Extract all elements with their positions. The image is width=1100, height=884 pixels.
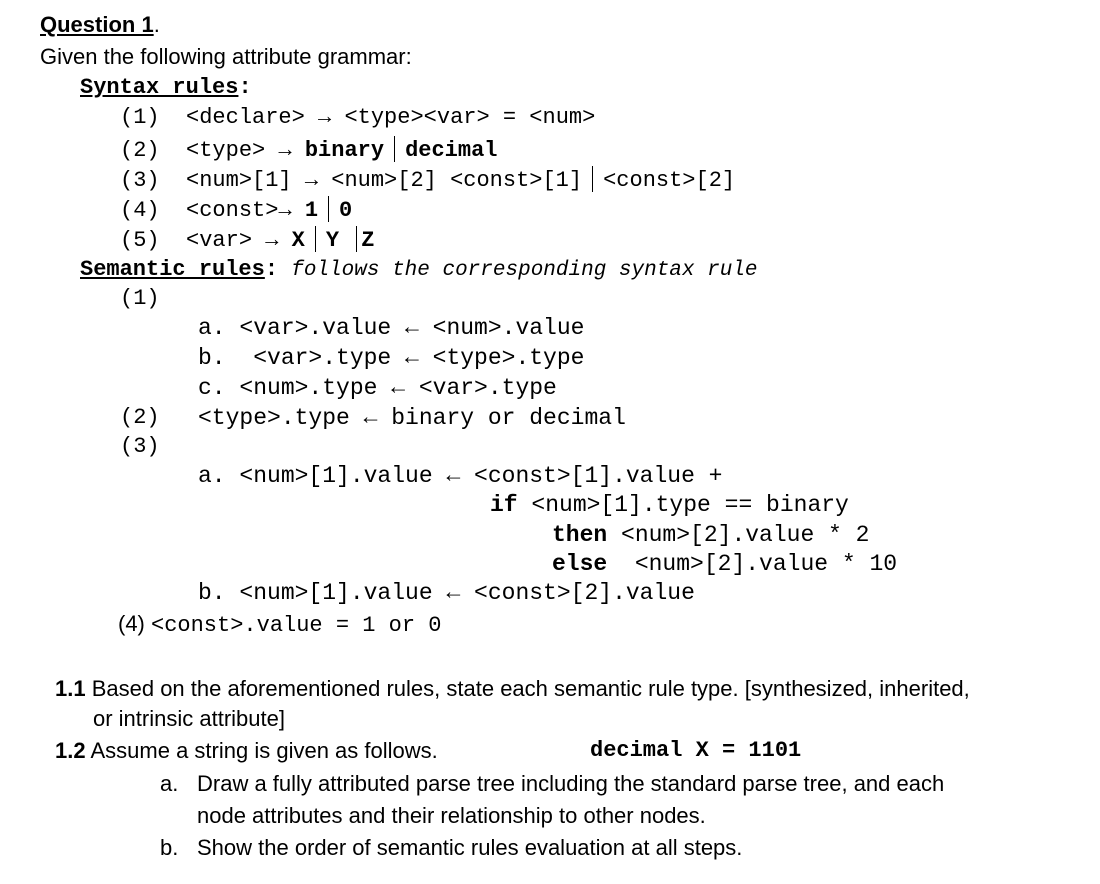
syntax-rule-4 (120, 196, 352, 224)
task-1-1-text: Based on the aforementioned rules, state each semantic rule type. [synthesized, inherited, (85, 676, 970, 701)
semantic-rule-1a: a. <var>.value ← <num>.value (198, 315, 585, 341)
rule-alt: X (291, 228, 305, 253)
semantic-rule-4 (118, 611, 441, 640)
rule-alt: <num>[2] <const>[1] (331, 168, 583, 193)
semantic-rule-1b: b. <var>.type ← <type>.type (198, 345, 585, 371)
rule-4-text: <const>.value = 1 or 0 (151, 613, 442, 638)
question-title-suffix: . (153, 12, 160, 37)
syntax-rule-3 (120, 166, 735, 194)
alternative-separator (315, 226, 316, 252)
syntax-heading-text: Syntax rules (80, 75, 239, 100)
task-1-2-number: 1.2 (55, 738, 86, 763)
semantic-rule-3a-if (490, 492, 849, 518)
task-1-1-line-1 (55, 676, 970, 702)
rule-alt: Y (325, 228, 340, 253)
task-b-line-1: Show the order of semantic rules evaluation at all steps. (197, 835, 743, 860)
rule-alt: binary (304, 138, 385, 163)
semantic-rule-3-number: (3) (120, 434, 160, 459)
arrow-icon: → (278, 198, 292, 223)
semantic-heading-colon: : (264, 257, 279, 282)
semantic-rule-3a-else (552, 551, 897, 577)
semantic-rule-2: <type>.type ← binary or decimal (198, 405, 626, 431)
rule-alt: 0 (339, 198, 353, 223)
task-1-2-string: decimal X = 1101 (590, 738, 802, 763)
rule-lhs: <declare> (186, 105, 305, 130)
arrow-icon: → (318, 105, 332, 130)
rule-number: (4) (120, 198, 160, 223)
semantic-rule-3a: a. <num>[1].value ← <const>[1].value + (198, 463, 723, 489)
semantic-rule-3a-then (552, 522, 869, 548)
semantic-rule-1c: c. <num>.type ← <var>.type (198, 375, 557, 401)
rule-number: (5) (120, 228, 160, 253)
task-a-line-2: node attributes and their relationship to other nodes. (197, 803, 706, 828)
rule-number: (1) (120, 105, 160, 130)
semantic-rule-3b: b. <num>[1].value ← <const>[2].value (198, 580, 695, 606)
syntax-heading-colon: : (238, 75, 252, 100)
syntax-rule-5 (120, 226, 374, 254)
else-expression: <num>[2].value * 10 (607, 551, 898, 577)
rule-alt: 1 (304, 198, 319, 223)
alternative-separator (394, 136, 395, 162)
arrow-icon: → (265, 228, 279, 253)
question-title-line (40, 12, 160, 38)
semantic-rule-2-number: (2) (120, 405, 160, 430)
rule-number: (3) (120, 168, 160, 193)
rule-number: (2) (120, 138, 160, 163)
semantic-rule-1-number: (1) (120, 286, 160, 311)
semantic-heading (80, 257, 758, 284)
rule-lhs: <const> (186, 198, 279, 223)
syntax-heading (80, 75, 252, 101)
rule-lhs: <var> (186, 228, 253, 253)
condition: <num>[1].type == binary (517, 492, 849, 518)
task-1-1-line-2: or intrinsic attribute] (93, 706, 285, 731)
task-1-2-line (55, 738, 438, 764)
rule-lhs: <type> (186, 138, 266, 163)
task-a-line-1: Draw a fully attributed parse tree including the standard parse tree, and each (197, 771, 945, 796)
rule-alt: Z (361, 228, 375, 253)
rule-alt: decimal (405, 138, 498, 163)
arrow-icon: → (304, 168, 319, 193)
task-1-1-number: 1.1 (55, 676, 86, 701)
alternative-separator (328, 196, 329, 222)
task-1-2-text: Assume a string is given as follows. (85, 738, 438, 763)
rule-lhs: <num>[1] (186, 168, 292, 193)
semantic-heading-text: Semantic rules (80, 257, 265, 282)
rule-rhs: <type><var> = <num> (344, 105, 596, 130)
keyword-then: then (552, 522, 608, 548)
syntax-rule-2 (120, 136, 497, 164)
alternative-separator (592, 166, 593, 192)
arrow-icon: → (278, 138, 292, 163)
task-a-label: a. (160, 771, 179, 796)
task-b-label: b. (160, 835, 179, 860)
keyword-if: if (490, 492, 518, 518)
keyword-else: else (552, 551, 608, 577)
semantic-note: follows the corresponding syntax rule (291, 259, 758, 282)
rule-4-prefix: (4) (118, 611, 151, 636)
rule-alt: <const>[2] (603, 168, 736, 193)
question-title: Question 1 (40, 12, 154, 37)
alternative-separator (356, 226, 357, 252)
then-expression: <num>[2].value * 2 (607, 522, 870, 548)
syntax-rule-1 (120, 105, 595, 131)
question-intro: Given the following attribute grammar: (40, 44, 412, 69)
